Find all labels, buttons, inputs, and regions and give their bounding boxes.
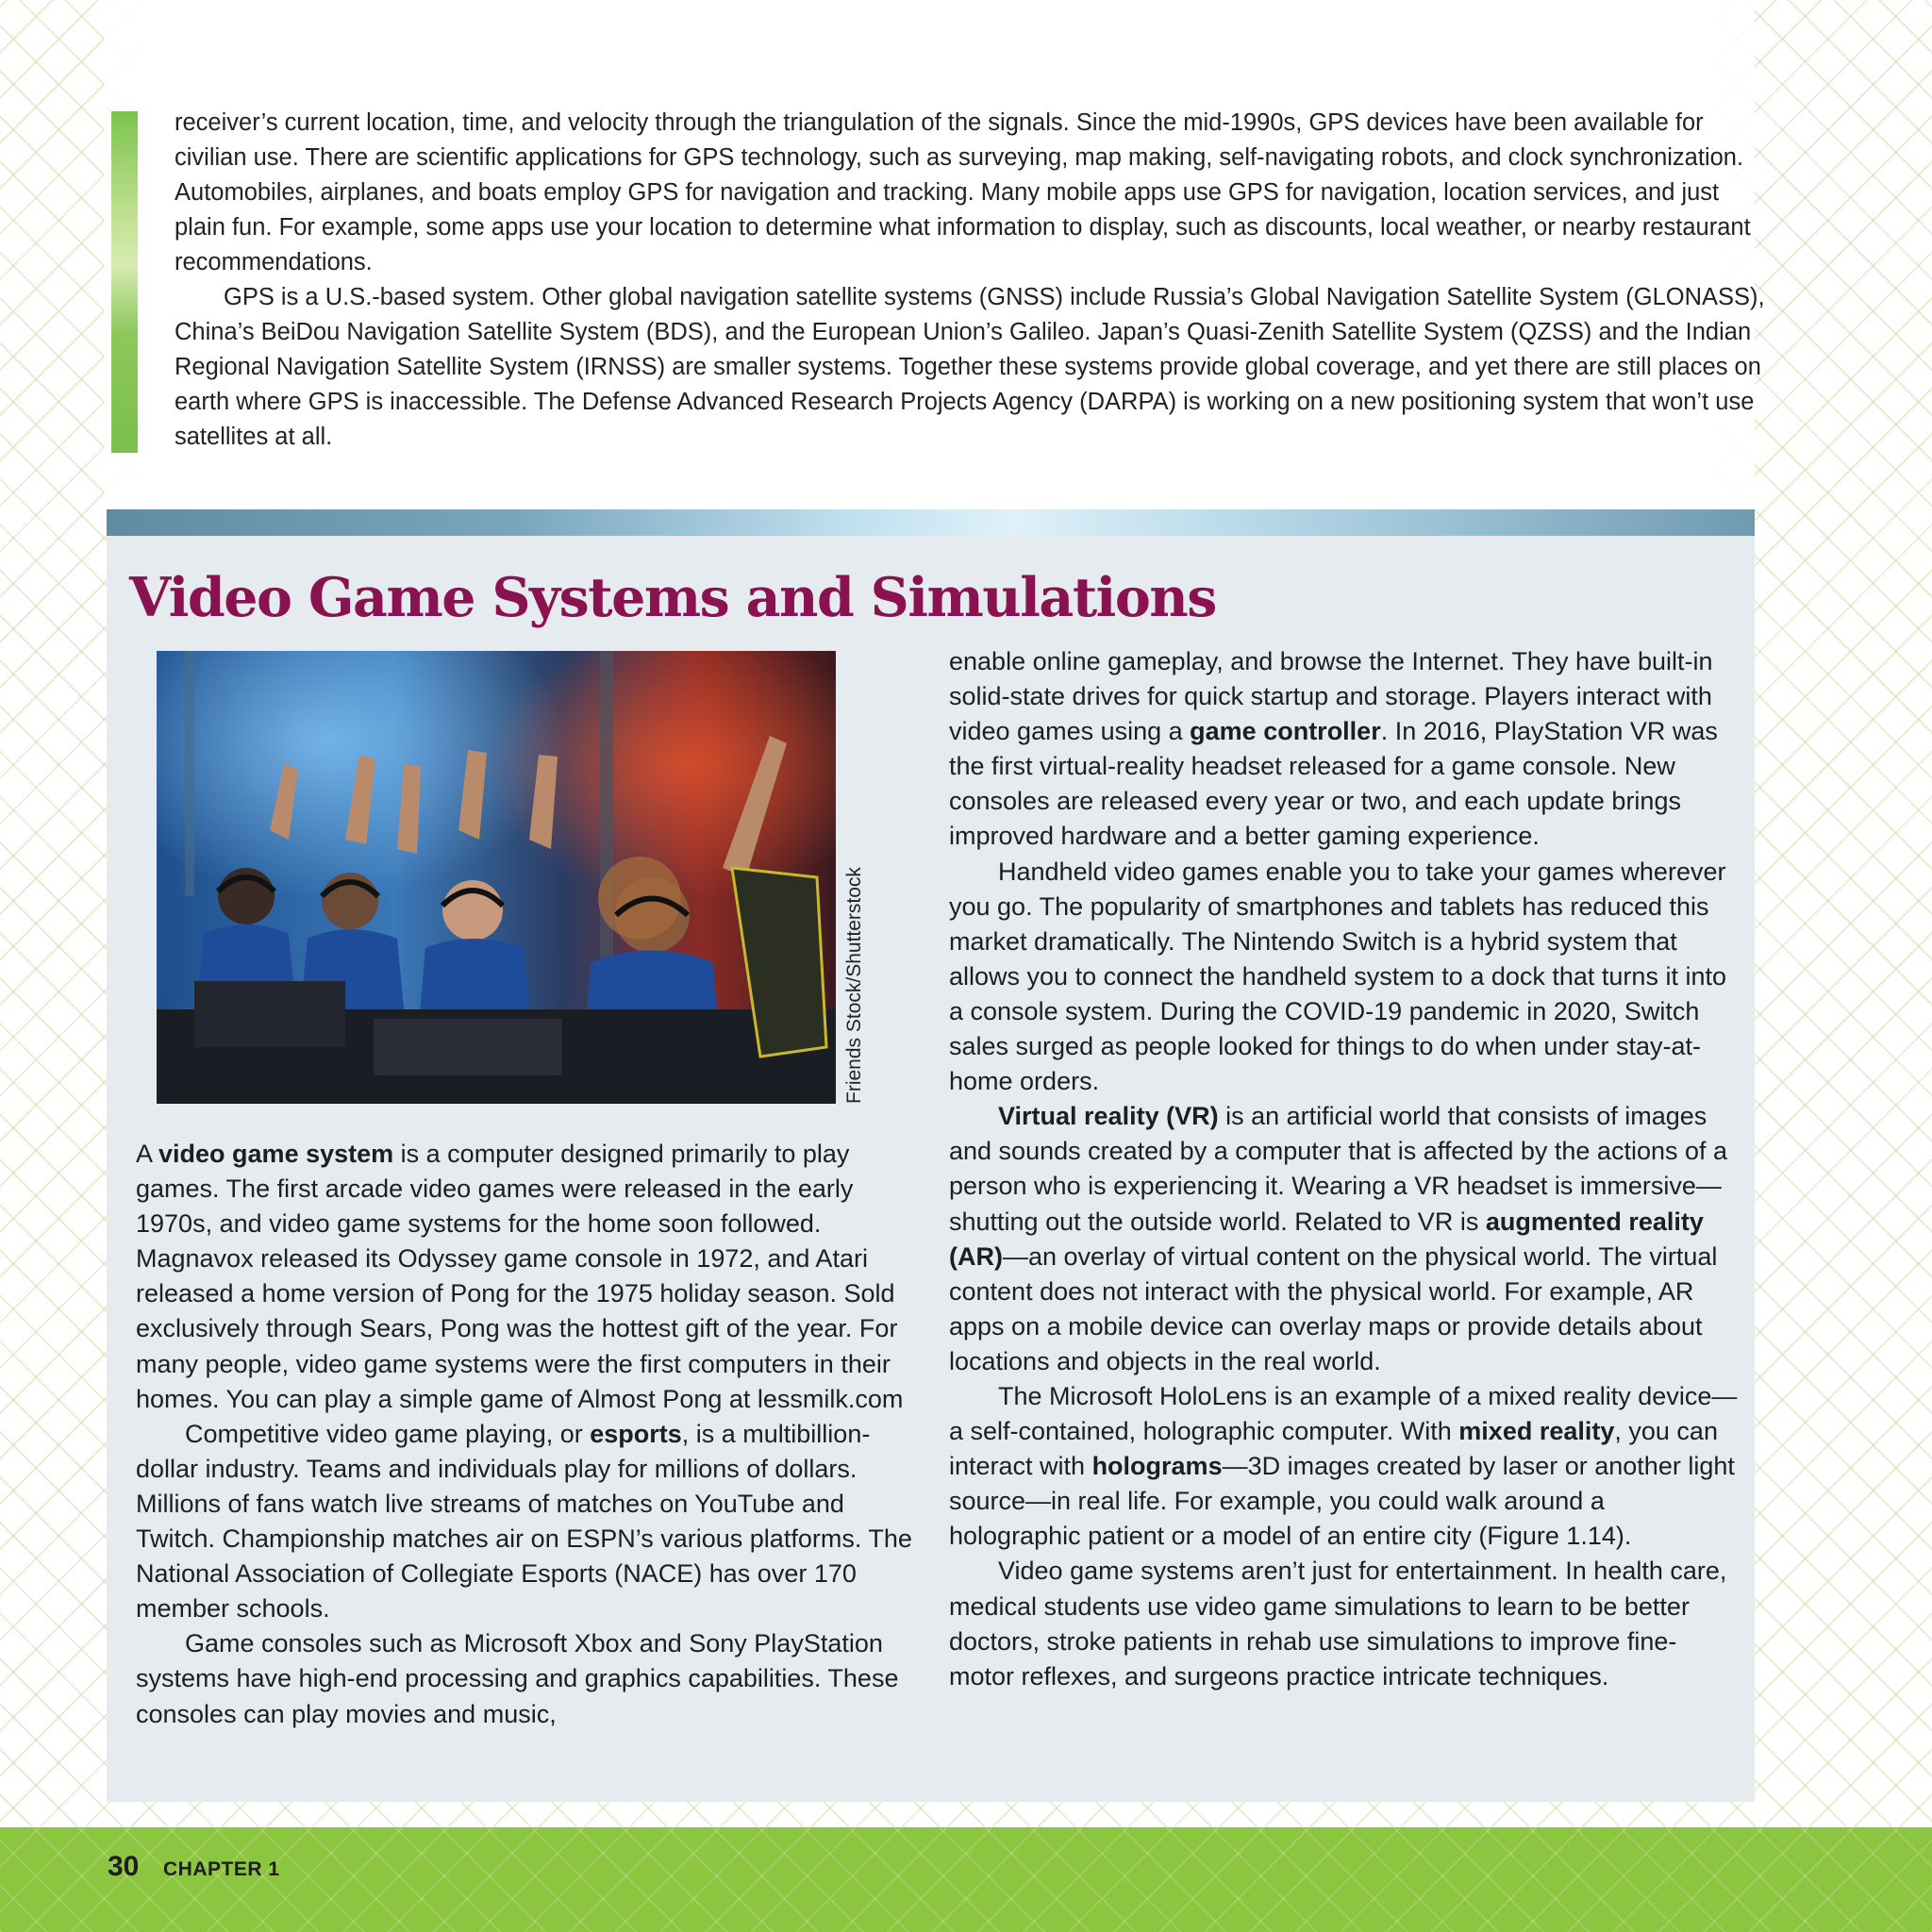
top-text-block [175, 106, 1769, 455]
green-accent-bar [111, 111, 138, 453]
text-span: , is a multibillion-dollar industry. Teams and individuals play for millions of dollars. Millions of fans watch live streams of matches on YouTube and Twitch. Championship matches air on ESPN’s various platforms. The National Association of Collegiate Esports (NACE) has over 170 member schools. [136, 1419, 912, 1624]
text-span: —an overlay of virtual content on the physical world. The virtual content does not interact with the physical world. For example, AR apps on a mobile device can overlay maps or provide details about locations and objects in the real world. [949, 1241, 1718, 1375]
esports-photo [157, 651, 836, 1104]
photo-credit: Friends Stock/Shutterstock [843, 867, 865, 1104]
page-footer [0, 1827, 1932, 1932]
gps-paragraph-1: receiver’s current location, time, and velocity through the triangulation of the signals. Since the mid-1990s, GPS devices have been available for civilian use. There are scientific applications for GPS technology, such as surveying, map making, self-navigating robots, and clock synchronization. Automobiles, airplanes, and boats employ GPS for navigation and tracking. Many mobile apps use GPS for navigation, location services, and just plain fun. For example, some apps use your location to determine what information to display, such as discounts, local weather, or nearby restaurant recommendations. [175, 109, 1751, 275]
key-term: holograms [1091, 1452, 1223, 1481]
text-span: —3D images created by laser or another light source—in real life. For example, you could walk around a holographic patient or a model of an entire city (Figure 1.14). [949, 1452, 1735, 1551]
left-column [136, 1137, 919, 1732]
left-paragraph-3: Game consoles such as Microsoft Xbox and Sony PlayStation systems have high-end processing and graphics capabilities. These consoles can play movies and music, [136, 1629, 899, 1728]
text-span: A [136, 1140, 159, 1168]
text-span: , you can interact with [949, 1417, 1718, 1481]
feature-box-header-bar [107, 509, 1755, 536]
text-span: enable online gameplay, and browse the Internet. They have built-in solid-state drives for quick startup and storage. Players interact with video games using a [949, 647, 1713, 746]
right-paragraph-4 [949, 1379, 1741, 1554]
text-span: Competitive video game playing, or [185, 1419, 591, 1448]
feature-box-title: Video Game Systems and Simulations [129, 566, 1216, 629]
esports-photo-illustration [157, 651, 836, 1104]
left-paragraph-1 [136, 1137, 919, 1417]
key-term: video game system [158, 1140, 394, 1168]
key-term: esports [590, 1419, 682, 1448]
chapter-label: CHAPTER 1 [163, 1858, 280, 1880]
right-paragraph-5: Video game systems aren’t just for entertainment. In health care, medical students use video game simulations to learn to be better doctors, stroke patients in rehab use simulations to improve fine-motor reflexes, and surgeons practice intricate techniques. [949, 1557, 1727, 1690]
page-number: 30 [108, 1851, 140, 1882]
right-paragraph-2: Handheld video games enable you to take your games wherever you go. The popularity of smartphones and tablets has reduced this market dramatically. The Nintendo Switch is a hybrid system that allows you to connect the handheld system to a dock that turns it into a console system. During the COVID-19 pandemic in 2020, Switch sales surged as people looked for things to do when under stay-at-home orders. [949, 857, 1726, 1096]
key-term: Virtual reality (VR) [998, 1102, 1219, 1131]
text-span: is an artificial world that consists of images and sounds created by a computer that is affected by the actions of a person who is experiencing it. Wearing a VR headset is immersive—shutting out the outside world. Related to VR is [949, 1102, 1728, 1236]
right-column [949, 644, 1741, 1694]
gps-paragraph-2: GPS is a U.S.-based system. Other global navigation satellite systems (GNSS) include Russia’s Global Navigation Satellite System (GLONASS), China’s BeiDou Navigation Satellite System (BDS), and the European Union’s Galileo. Japan’s Quasi-Zenith Satellite System (QZSS) and the Indian Regional Navigation Satellite System (IRNSS) are smaller systems. Together these systems provide global coverage, and yet there are still places on earth where GPS is inaccessible. The Defense Advanced Research Projects Agency (DARPA) is working on a new positioning system that won’t use satellites at all. [175, 284, 1765, 450]
right-paragraph-3 [949, 1099, 1741, 1379]
text-span: . In 2016, PlayStation VR was the first virtual-reality headset released for a game console. New consoles are released every year or two, and each update brings improved hardware and a better gaming experience. [949, 717, 1718, 851]
left-paragraph-2 [136, 1417, 919, 1627]
key-term: mixed reality [1458, 1417, 1615, 1446]
key-term: augmented reality (AR) [949, 1207, 1704, 1271]
key-term: game controller [1190, 717, 1381, 746]
right-paragraph-1 [949, 644, 1741, 855]
text-span: The Microsoft HoloLens is an example of a mixed reality device—a self-contained, holographic computer. With [949, 1381, 1738, 1446]
text-span: is a computer designed primarily to play games. The first arcade video games were released in the early 1970s, and video game systems for the home soon followed. Magnavox released its Odyssey game console in 1972, and Atari released a home version of Pong for the 1975 holiday season. Sold exclusively through Sears, Pong was the hottest gift of the year. For many people, video game systems were the first computers in their homes. You can play a simple game of Almost Pong at lessmilk.com [136, 1140, 904, 1413]
